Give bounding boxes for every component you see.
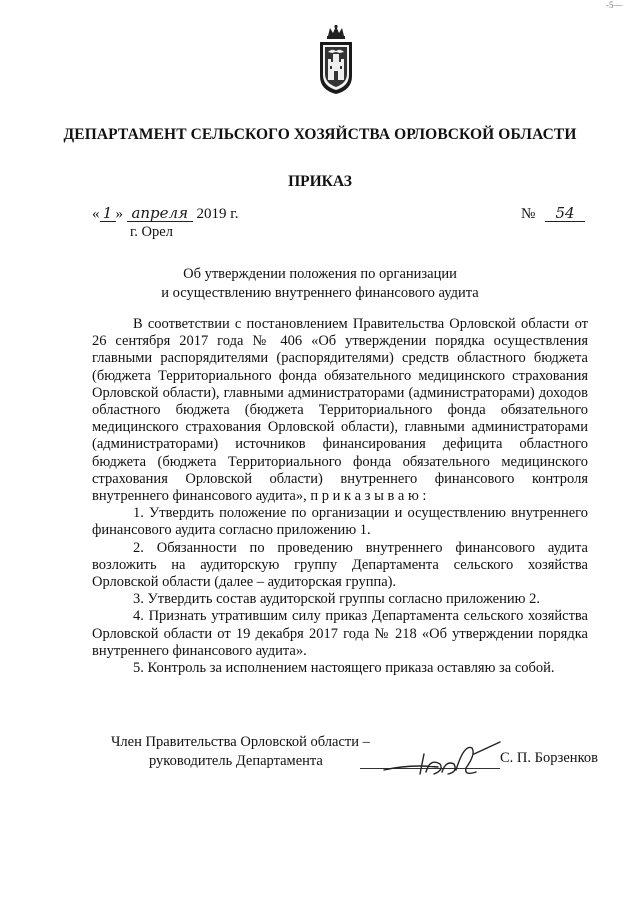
order-item-4: 4. Признать утратившим силу приказ Департамента сельского хозяйства Орловской области от 19 декабря 2017 года № 218 «Об утверждении порядка внутреннего финансового аудита». [92, 608, 588, 659]
date-month: апреля [127, 205, 193, 222]
order-city: г. Орел [130, 224, 173, 240]
document-type: ПРИКАЗ [288, 173, 352, 190]
signatory-role [111, 733, 370, 771]
role-line-2: руководитель Департамента [149, 753, 323, 769]
corner-mark-right: -5— [606, 0, 623, 10]
order-date [92, 205, 238, 223]
number-value: 54 [545, 205, 585, 222]
number-label: № [521, 206, 536, 222]
order-number [521, 205, 585, 223]
signatory-name: С. П. Борзенков [500, 750, 598, 766]
date-close-quote: » [115, 206, 123, 222]
coat-of-arms-icon [314, 24, 358, 96]
role-line-1: Член Правительства Орловской области – [111, 734, 370, 750]
subject-line-2: и осуществлению внутреннего финансового аудита [161, 285, 479, 301]
order-item-2: 2. Обязанности по проведению внутреннего финансового аудита возложить на аудиторскую группу Департамента сельского хозяйства Орловской области (далее – аудиторская группа). [92, 539, 588, 591]
handwritten-signature [380, 734, 502, 784]
date-day: 1 [100, 205, 116, 222]
department-title: ДЕПАРТАМЕНТ СЕЛЬСКОГО ХОЗЯЙСТВА ОРЛОВСКОЙ ОБЛАСТИ [63, 126, 577, 143]
order-subject [0, 265, 640, 303]
order-item-3: 3. Утвердить состав аудиторской группы согласно приложению 2. [133, 591, 540, 608]
order-item-5: 5. Контроль за исполнением настоящего приказа оставляю за собой. [133, 660, 555, 677]
order-item-1: 1. Утвердить положение по организации и осуществлению внутреннего финансового аудита согласно приложению 1. [92, 505, 588, 539]
preamble-paragraph: В соответствии с постановлением Правительства Орловской области от 26 сентября 2017 года № 406 «Об утверждении порядка осуществления главными распорядителями (распорядителями) средств областного бюджета (бюджета Территориального фонда обязательного медицинского страхования Орловской области), главными администраторами (администраторами) доходов областного бюджета (бюджета Территориального фонда обязательного медицинского страхования Орловской области), главными администраторами (администраторами) источников финансирования дефицита областного бюджета (бюджета Территориального фонда обязательного медицинского страхования Орловской области) внутреннего финансового контроля внутреннего финансового аудита», п р и к а з ы в а ю : [92, 316, 588, 505]
date-year: 2019 г. [196, 206, 239, 222]
order-body [92, 316, 588, 677]
date-open-quote: « [92, 206, 100, 222]
subject-line-1: Об утверждении положения по организации [183, 266, 457, 282]
